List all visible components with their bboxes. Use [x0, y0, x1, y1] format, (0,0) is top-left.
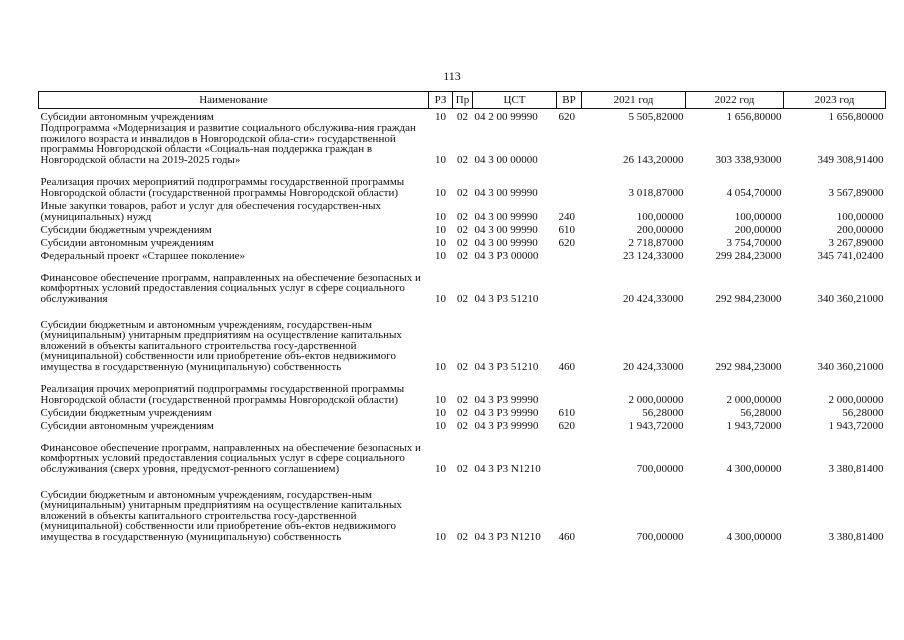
row-2022: 1 943,72000 — [726, 419, 782, 432]
row-2022: 200,00000 — [734, 223, 782, 236]
table-row — [39, 304, 886, 372]
row-2021: 56,28000 — [642, 406, 684, 419]
row-rz: 10 — [435, 186, 446, 199]
row-2023: 1 943,72000 — [828, 419, 884, 432]
table-row — [39, 474, 886, 542]
row-pr: 02 — [457, 462, 468, 475]
table-row — [39, 405, 886, 418]
row-rz: 10 — [435, 249, 446, 262]
row-2021: 2 000,00000 — [628, 393, 684, 406]
row-2022: 4 054,70000 — [726, 186, 782, 199]
row-cst: 04 3 00 99990 — [474, 236, 538, 249]
page-number: 113 — [443, 69, 461, 83]
row-name: Субсидии бюджетным учреждениям — [40, 223, 212, 236]
row-rz: 10 — [435, 406, 446, 419]
row-pr: 02 — [457, 530, 468, 543]
row-vr: 240 — [558, 210, 575, 223]
row-cst: 04 3 00 99990 — [474, 223, 538, 236]
row-2023: 340 360,21000 — [817, 360, 884, 373]
row-2021: 1 943,72000 — [628, 419, 684, 432]
row-2022: 292 984,23000 — [715, 360, 782, 373]
row-vr: 620 — [558, 419, 575, 432]
row-2023: 200,00000 — [836, 223, 884, 236]
row-name: Субсидии бюджетным учреждениям — [40, 406, 212, 419]
header-name: Наименование — [39, 92, 429, 109]
row-pr: 02 — [457, 223, 468, 236]
row-pr: 02 — [457, 153, 468, 166]
row-2021: 700,00000 — [636, 530, 684, 543]
row-2022: 3 754,70000 — [726, 236, 782, 249]
table-row — [39, 222, 886, 235]
row-2021: 23 124,33000 — [623, 249, 684, 262]
table-row — [39, 418, 886, 431]
row-2023: 2 000,00000 — [828, 393, 884, 406]
table-row — [39, 165, 886, 198]
row-2022: 4 300,00000 — [726, 530, 782, 543]
row-vr — [557, 261, 582, 304]
row-vr: 620 — [558, 110, 575, 123]
row-vr: 620 — [558, 236, 575, 249]
budget-table — [38, 91, 886, 542]
table-row — [39, 235, 886, 248]
row-2021: 2 718,87000 — [628, 236, 684, 249]
row-rz: 10 — [435, 223, 446, 236]
row-cst: 04 3 P3 N1210 — [474, 462, 541, 475]
row-name: Подпрограмма «Модернизация и развитие социального обслужива-ния граждан пожилого возраста и инвалидов в Новгородской обла-сти» государственной программы Новгородской области «Социаль-ная поддержка граждан в Новгородской области на 2019-2025 годы» — [40, 122, 416, 166]
row-name: Финансовое обеспечение программ, направленных на обеспечение безопасных и комфортных условий предоставления социальных услуг в сфере социального обслуживания (сверх уровня, предусмот-ренного соглашением) — [40, 441, 421, 475]
row-2022: 292 984,23000 — [715, 292, 782, 305]
row-rz: 10 — [435, 419, 446, 432]
table-row — [39, 122, 886, 165]
row-2021: 5 505,82000 — [628, 110, 684, 123]
row-2023: 3 267,89000 — [828, 236, 884, 249]
row-cst: 04 3 P3 99990 — [474, 419, 539, 432]
row-cst: 04 3 00 00000 — [474, 153, 538, 166]
table-row — [39, 109, 886, 123]
row-cst: 04 2 00 99990 — [474, 110, 538, 123]
table-row — [39, 248, 886, 261]
row-2023: 100,00000 — [836, 210, 884, 223]
row-vr — [557, 372, 582, 405]
row-rz: 10 — [435, 462, 446, 475]
row-name: Субсидии автономным учреждениям — [40, 236, 214, 249]
header-cst: ЦСТ — [473, 92, 557, 109]
row-2022: 2 000,00000 — [726, 393, 782, 406]
row-cst: 04 3 P3 51210 — [474, 292, 539, 305]
row-vr — [557, 431, 582, 474]
table-row — [39, 372, 886, 405]
row-2022: 1 656,80000 — [726, 110, 782, 123]
row-cst: 04 3 P3 99990 — [474, 393, 539, 406]
row-rz: 10 — [435, 110, 446, 123]
header-2022: 2022 год — [686, 92, 784, 109]
row-pr: 02 — [457, 249, 468, 262]
row-2023: 56,28000 — [842, 406, 884, 419]
row-rz: 10 — [435, 530, 446, 543]
row-pr: 02 — [457, 236, 468, 249]
row-2022: 100,00000 — [734, 210, 782, 223]
row-name: Субсидии автономным учреждениям — [40, 419, 214, 432]
row-name: Субсидии автономным учреждениям — [40, 110, 214, 123]
row-2022: 4 300,00000 — [726, 462, 782, 475]
table-header-row — [39, 92, 886, 109]
row-2023: 1 656,80000 — [828, 110, 884, 123]
row-rz: 10 — [435, 236, 446, 249]
row-2021: 3 018,87000 — [628, 186, 684, 199]
header-vr: ВР — [557, 92, 582, 109]
row-pr: 02 — [457, 292, 468, 305]
row-2022: 303 338,93000 — [715, 153, 782, 166]
row-pr: 02 — [457, 406, 468, 419]
row-name: Субсидии бюджетным и автономным учреждениям, государствен-ным (муниципальным) унитарным предприятиям на осуществление капитальных вложений в объекты капитального строительства госу-дарственной (муниципальной) собственности или приобретение объ-ектов недвижимого имущества в государственную (муниципальную) собственность — [40, 318, 402, 373]
header-2021: 2021 год — [582, 92, 686, 109]
header-rz: РЗ — [429, 92, 453, 109]
row-2022: 56,28000 — [740, 406, 782, 419]
row-pr: 02 — [457, 360, 468, 373]
header-2023: 2023 год — [784, 92, 886, 109]
row-pr: 02 — [457, 393, 468, 406]
row-name: Федеральный проект «Старшее поколение» — [40, 249, 246, 262]
row-2023: 349 308,91400 — [817, 153, 884, 166]
row-2021: 700,00000 — [636, 462, 684, 475]
row-2023: 345 741,02400 — [817, 249, 884, 262]
header-pr: Пр — [453, 92, 473, 109]
row-name: Реализация прочих мероприятий подпрограммы государственной программы Новгородской области (государственной программы Новгородской области) — [40, 383, 405, 406]
row-rz: 10 — [435, 360, 446, 373]
row-2023: 3 380,81400 — [828, 530, 884, 543]
row-2022: 299 284,23000 — [715, 249, 782, 262]
row-name: Реализация прочих мероприятий подпрограммы государственной программы Новгородской области (государственной программы Новгородской области) — [40, 176, 405, 199]
row-2021: 200,00000 — [636, 223, 684, 236]
row-cst: 04 3 P3 51210 — [474, 360, 539, 373]
row-2023: 340 360,21000 — [817, 292, 884, 305]
table-row — [39, 261, 886, 304]
row-name: Субсидии бюджетным и автономным учреждениям, государствен-ным (муниципальным) унитарным предприятиям на осуществление капитальных вложений в объекты капитального строительства госу-дарственной (муниципальной) собственности или приобретение объ-ектов недвижимого имущества в государственную (муниципальную) собственность — [40, 488, 402, 543]
row-name: Финансовое обеспечение программ, направленных на обеспечение безопасных и комфортных условий предоставления социальных услуг в сфере социального обслуживания — [40, 271, 421, 305]
row-vr — [557, 165, 582, 198]
row-name: Иные закупки товаров, работ и услуг для обеспечения государствен-ных (муниципальных) нужд — [40, 200, 382, 223]
row-vr: 610 — [558, 406, 575, 419]
row-cst: 04 3 P3 00000 — [474, 249, 539, 262]
row-pr: 02 — [457, 110, 468, 123]
row-vr: 460 — [558, 360, 575, 373]
row-2023: 3 567,89000 — [828, 186, 884, 199]
row-pr: 02 — [457, 210, 468, 223]
row-cst: 04 3 00 99990 — [474, 186, 538, 199]
row-cst: 04 3 P3 N1210 — [474, 530, 541, 543]
row-2023: 3 380,81400 — [828, 462, 884, 475]
row-pr: 02 — [457, 186, 468, 199]
row-2021: 20 424,33000 — [623, 292, 684, 305]
row-cst: 04 3 P3 99990 — [474, 406, 539, 419]
table-row — [39, 198, 886, 222]
row-vr: 610 — [558, 223, 575, 236]
row-rz: 10 — [435, 210, 446, 223]
row-rz: 10 — [435, 153, 446, 166]
row-2021: 20 424,33000 — [623, 360, 684, 373]
table-row — [39, 431, 886, 474]
row-pr: 02 — [457, 419, 468, 432]
row-rz: 10 — [435, 393, 446, 406]
row-vr: 460 — [558, 530, 575, 543]
row-2021: 100,00000 — [636, 210, 684, 223]
row-rz: 10 — [435, 292, 446, 305]
row-2021: 26 143,20000 — [623, 153, 684, 166]
row-vr — [557, 122, 582, 165]
row-vr — [557, 248, 582, 261]
row-cst: 04 3 00 99990 — [474, 210, 538, 223]
